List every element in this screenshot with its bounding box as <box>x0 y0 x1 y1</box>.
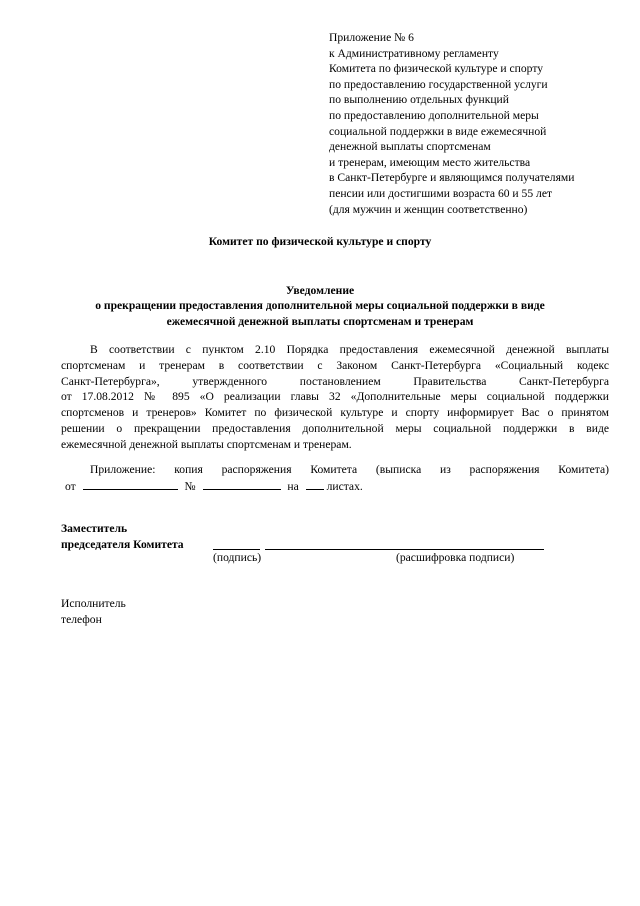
attachment-block <box>61 461 609 495</box>
appendix-line: по предоставлению государственной услуги <box>329 77 548 91</box>
signature-blank-line <box>213 549 260 550</box>
appendix-line: к Административному регламенту <box>329 46 499 60</box>
appendix-header <box>329 30 629 217</box>
body-line: ежемесячной денежной выплаты спортсменам и тренерам. <box>61 437 352 451</box>
sheets-blank-line <box>306 478 324 490</box>
executor-block <box>61 596 126 628</box>
appendix-line: (для мужчин и женщин соответственно) <box>329 202 528 216</box>
body-line: спортсменов и тренеров» Комитет по физической культуре и спорту информирует Вас о принятом <box>61 406 609 420</box>
on-label: на <box>287 480 299 493</box>
appendix-line: пенсии или достигшими возраста 60 и 55 лет <box>329 186 553 200</box>
attachment-line: Приложение: копия распоряжения Комитета (выписка из распоряжения Комитета) <box>90 463 609 476</box>
committee-name: Комитет по физической культуре и спорту <box>208 235 432 248</box>
signature-decoding-caption: (расшифровка подписи) <box>396 551 515 564</box>
appendix-line: денежной выплаты спортсменам <box>329 140 491 154</box>
appendix-line: в Санкт-Петербурге и являющимся получателями <box>329 171 575 185</box>
appendix-line: и тренерам, имеющим место жительства <box>329 155 531 169</box>
signature-decoding-blank-line <box>265 549 544 550</box>
executor-label: Исполнитель <box>61 597 126 610</box>
signature-caption: (подпись) <box>213 551 262 564</box>
number-label: № <box>184 480 196 493</box>
position-line: Заместитель <box>61 522 128 535</box>
appendix-line: социальной поддержки в виде ежемесячной <box>329 124 547 138</box>
notice-title: Уведомление <box>285 284 355 297</box>
attachment-details <box>61 478 609 495</box>
position-line: председателя Комитета <box>61 538 184 551</box>
appendix-line: по выполнению отдельных функций <box>329 93 509 107</box>
from-label: от <box>65 480 76 493</box>
sheets-label: листах. <box>326 480 363 493</box>
notice-title-block <box>0 283 640 329</box>
body-line: решении о прекращении предоставления дополнительной меры социальной поддержки в виде <box>61 421 609 435</box>
appendix-line: по предоставлению дополнительной меры <box>329 108 539 122</box>
notice-subtitle-line: о прекращении предоставления дополнительной меры социальной поддержки в виде <box>95 299 545 313</box>
signatory-position <box>61 521 184 553</box>
body-line: В соответствии с пунктом 2.10 Порядка предоставления ежемесячной денежной выплаты <box>90 343 609 356</box>
date-blank-line <box>83 478 178 490</box>
phone-label: телефон <box>61 613 102 626</box>
appendix-line: Приложение № 6 <box>329 31 414 44</box>
number-blank-line <box>203 478 281 490</box>
notice-subtitle-line: ежемесячной денежной выплаты спортсменам и тренерам <box>166 314 474 328</box>
body-line: от 17.08.2012 № 895 «О реализации главы 32 «Дополнительные меры социальной поддержки <box>61 390 609 404</box>
appendix-line: Комитета по физической культуре и спорту <box>329 62 544 76</box>
body-line: спортсменам и тренерам в соответствии с Законом Санкт-Петербурга «Социальный кодекс <box>61 358 609 372</box>
body-line: Санкт-Петербурга», утвержденного постановлением Правительства Санкт-Петербурга <box>61 374 609 388</box>
notice-body <box>61 342 609 453</box>
